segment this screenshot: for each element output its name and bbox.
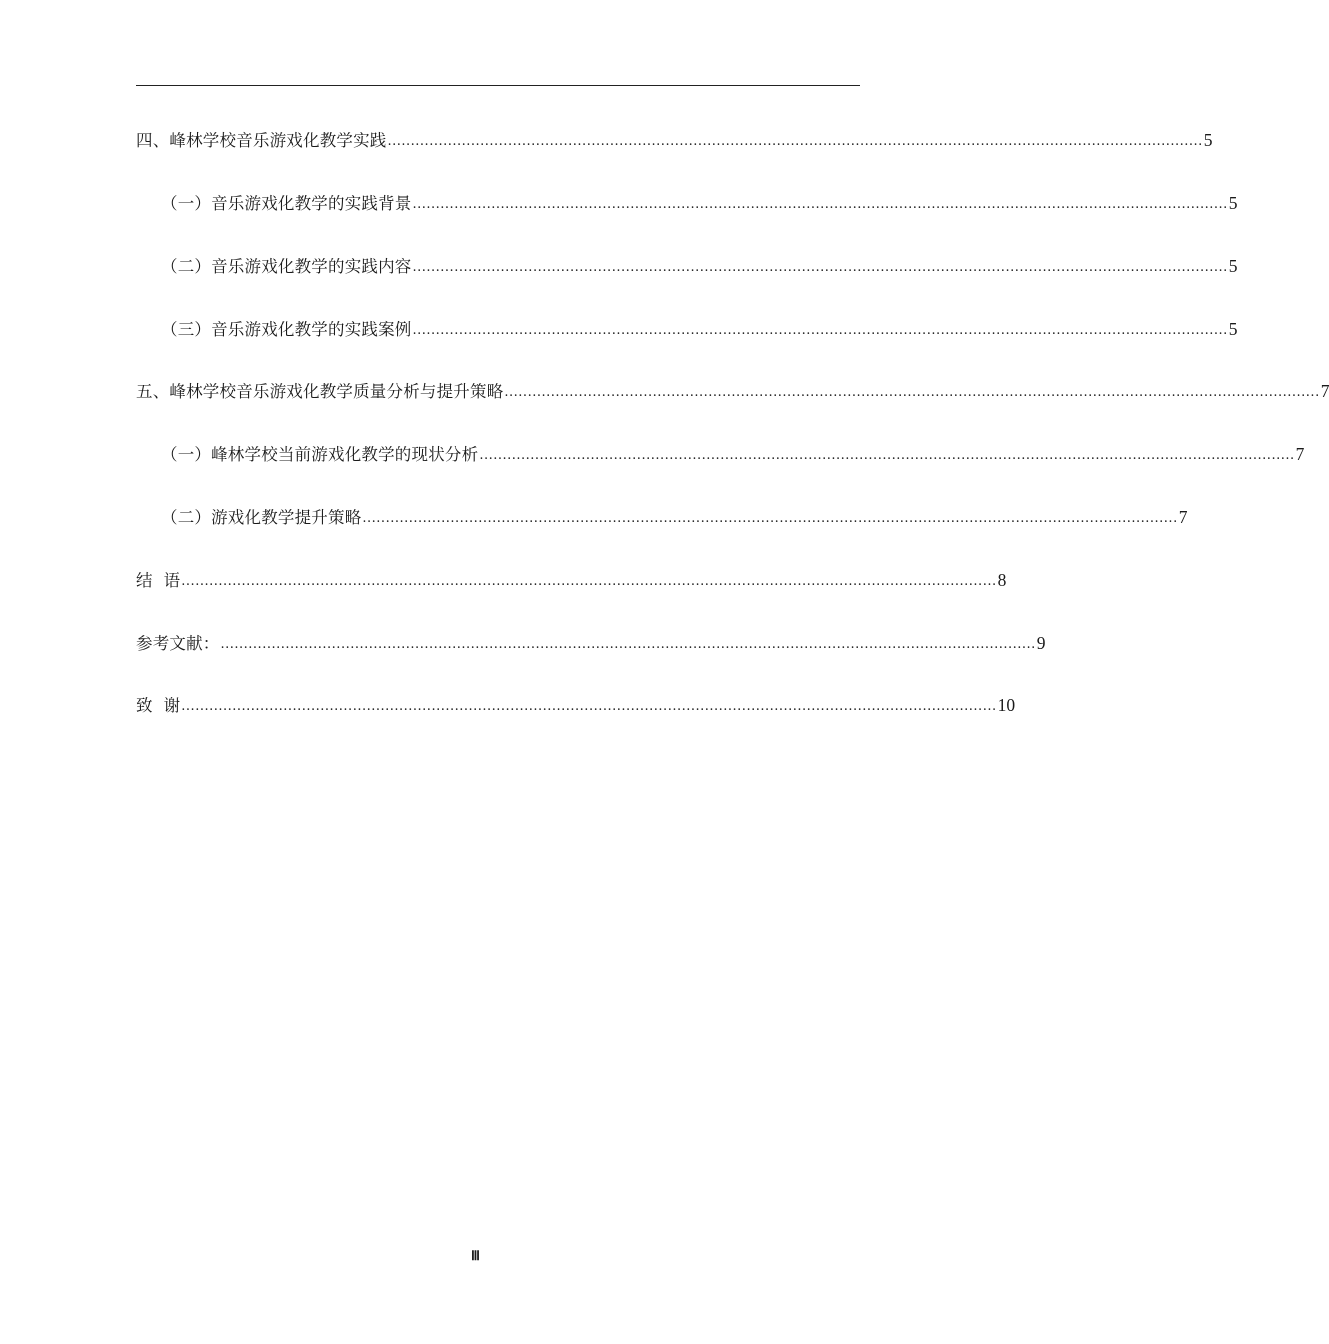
toc-entry-page: 10 <box>997 695 1016 715</box>
toc-entry-title: （二）音乐游戏化教学的实践内容 <box>161 257 412 276</box>
toc-entry[interactable] <box>136 632 1046 657</box>
toc-entry[interactable] <box>161 255 1238 280</box>
toc-entry[interactable] <box>136 569 1007 594</box>
toc-entry[interactable] <box>136 129 1213 154</box>
toc-entry[interactable] <box>161 318 1238 343</box>
toc-dot-leader: ................................................................................................................................................................................ <box>362 511 1178 526</box>
toc-entry-title: 五、峰林学校音乐游戏化教学质量分析与提升策略 <box>136 382 504 401</box>
toc-entry-page: 7 <box>1320 381 1329 401</box>
page-number: Ⅲ <box>471 1248 479 1263</box>
toc-dot-leader: ................................................................................................................................................................................ <box>412 323 1228 338</box>
toc-entry-page: 8 <box>997 570 1007 590</box>
toc-dot-leader: ................................................................................................................................................................................ <box>479 448 1295 463</box>
toc-dot-leader: ................................................................................................................................................................................ <box>412 197 1228 212</box>
toc-entry[interactable] <box>161 443 1305 468</box>
toc-dot-leader: ................................................................................................................................................................................ <box>387 134 1203 149</box>
toc-entry-title: （二）游戏化教学提升策略 <box>161 508 362 527</box>
toc-dot-leader: ................................................................................................................................................................................ <box>220 637 1036 652</box>
toc-entry-title: 致 谢 <box>136 696 181 715</box>
toc-entry-title: 结 语 <box>136 571 181 590</box>
toc-entry-page: 7 <box>1178 507 1188 527</box>
toc-entry-page: 9 <box>1036 633 1046 653</box>
toc-dot-leader: ................................................................................................................................................................................ <box>504 385 1320 400</box>
toc-entry-title: 参考文献： <box>136 634 220 653</box>
toc-dot-leader: ................................................................................................................................................................................ <box>181 699 997 714</box>
toc-dot-leader: ................................................................................................................................................................................ <box>412 260 1228 275</box>
toc-entry-page: 5 <box>1228 256 1238 276</box>
toc-entry[interactable] <box>161 506 1188 531</box>
toc-entry-page: 5 <box>1228 193 1238 213</box>
toc-entry-page: 5 <box>1203 130 1213 150</box>
toc-entry-title: 四、峰林学校音乐游戏化教学实践 <box>136 131 387 150</box>
toc-entry-title: （一）峰林学校当前游戏化教学的现状分析 <box>161 445 479 464</box>
toc-entry-title: （一）音乐游戏化教学的实践背景 <box>161 194 412 213</box>
toc-entry[interactable] <box>136 380 1329 405</box>
toc-entry[interactable] <box>136 694 1016 719</box>
toc-entry-page: 7 <box>1295 444 1305 464</box>
toc-entry-title: （三）音乐游戏化教学的实践案例 <box>161 320 412 339</box>
toc-dot-leader: ................................................................................................................................................................................ <box>181 574 997 589</box>
toc-entry-page: 5 <box>1228 319 1238 339</box>
toc-entry[interactable] <box>161 192 1238 217</box>
